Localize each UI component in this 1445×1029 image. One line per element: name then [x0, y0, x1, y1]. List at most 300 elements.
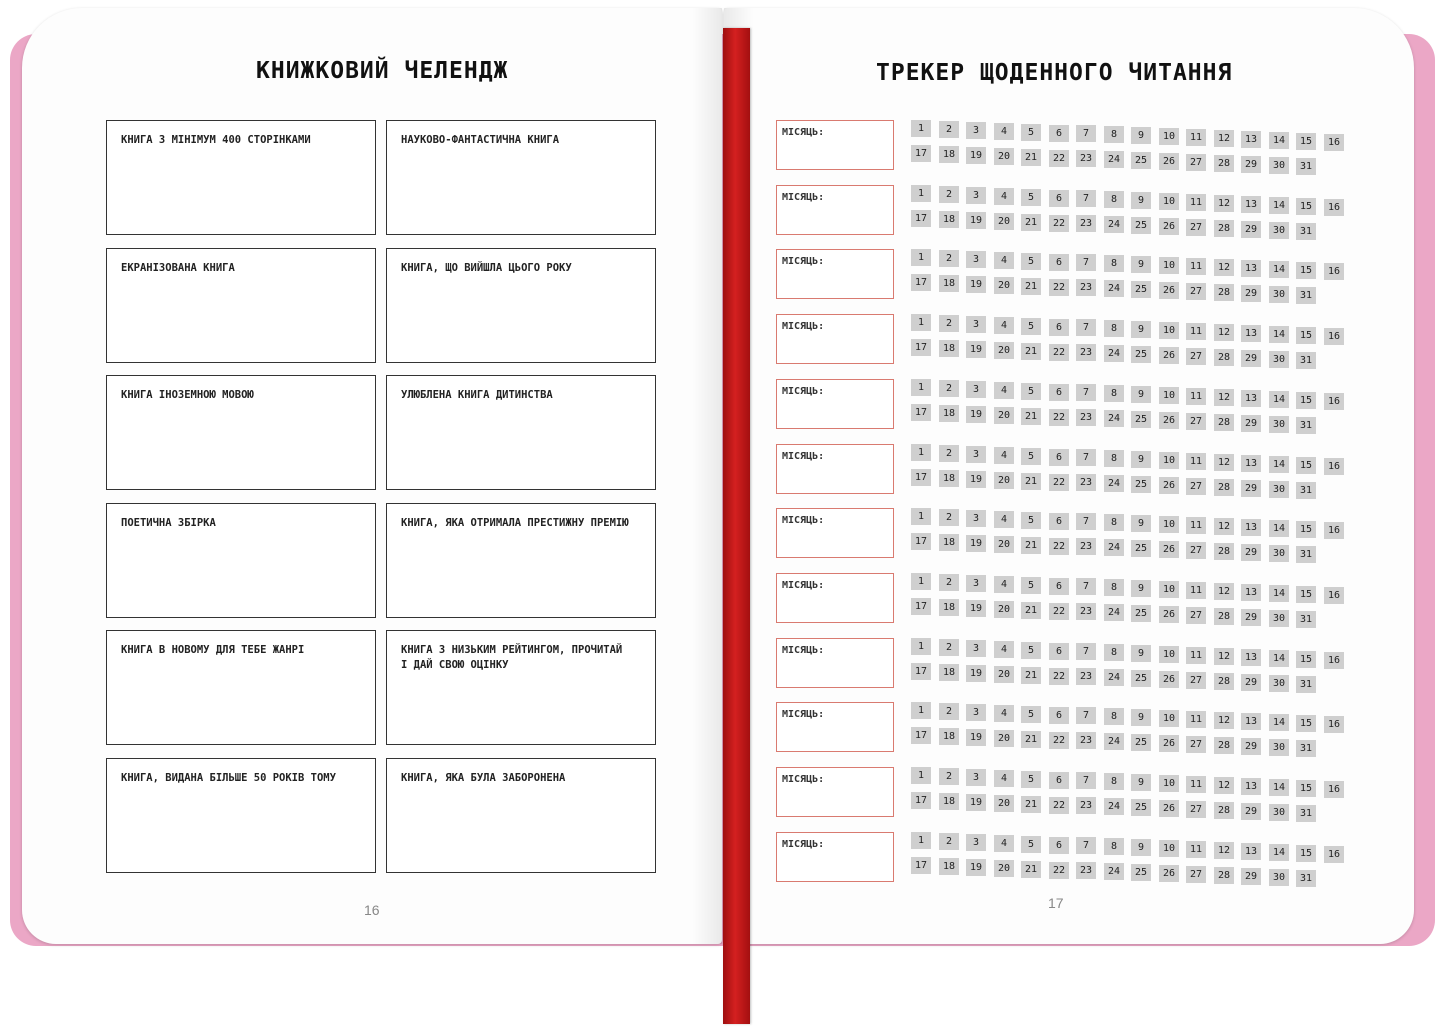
day-cell[interactable]: 20 [994, 730, 1014, 747]
day-cell[interactable]: 10 [1159, 387, 1179, 404]
day-cell[interactable]: 18 [939, 599, 959, 616]
day-cell[interactable]: 19 [966, 341, 986, 358]
day-cell[interactable]: 29 [1241, 156, 1261, 173]
day-cell[interactable]: 8 [1104, 450, 1124, 467]
day-cell[interactable]: 23 [1076, 409, 1096, 426]
day-cell[interactable]: 14 [1269, 391, 1289, 408]
day-cell[interactable]: 16 [1324, 652, 1344, 669]
month-field[interactable] [776, 767, 894, 817]
day-cell[interactable]: 26 [1159, 412, 1179, 429]
day-cell[interactable]: 27 [1186, 348, 1206, 365]
day-cell[interactable]: 16 [1324, 716, 1344, 733]
day-cell[interactable]: 17 [911, 663, 931, 680]
day-cell[interactable]: 4 [994, 511, 1014, 528]
day-cell[interactable]: 10 [1159, 452, 1179, 469]
day-cell[interactable]: 23 [1076, 538, 1096, 555]
day-cell[interactable]: 11 [1186, 776, 1206, 793]
day-cell[interactable]: 12 [1214, 518, 1234, 535]
day-cell[interactable]: 30 [1269, 739, 1289, 756]
day-cell[interactable]: 11 [1186, 711, 1206, 728]
day-cell[interactable]: 25 [1131, 411, 1151, 428]
challenge-box[interactable] [106, 248, 376, 363]
day-cell[interactable]: 14 [1269, 714, 1289, 731]
day-cell[interactable]: 15 [1296, 198, 1316, 215]
day-cell[interactable]: 6 [1049, 643, 1069, 660]
day-cell[interactable]: 31 [1296, 417, 1316, 434]
day-cell[interactable]: 12 [1214, 324, 1234, 341]
day-cell[interactable]: 3 [966, 834, 986, 851]
day-cell[interactable]: 10 [1159, 516, 1179, 533]
day-cell[interactable]: 21 [1021, 602, 1041, 619]
day-cell[interactable]: 4 [994, 188, 1014, 205]
day-cell[interactable]: 13 [1241, 713, 1261, 730]
day-cell[interactable]: 31 [1296, 482, 1316, 499]
day-cell[interactable]: 20 [994, 860, 1014, 877]
day-cell[interactable]: 13 [1241, 778, 1261, 795]
day-cell[interactable]: 13 [1241, 196, 1261, 213]
day-cell[interactable]: 23 [1076, 215, 1096, 232]
day-cell[interactable]: 11 [1186, 323, 1206, 340]
day-cell[interactable]: 27 [1186, 283, 1206, 300]
day-cell[interactable]: 12 [1214, 648, 1234, 665]
day-cell[interactable]: 10 [1159, 710, 1179, 727]
day-cell[interactable]: 9 [1131, 515, 1151, 532]
day-cell[interactable]: 6 [1049, 254, 1069, 271]
challenge-box[interactable] [106, 375, 376, 490]
day-cell[interactable]: 5 [1021, 642, 1041, 659]
day-cell[interactable]: 16 [1324, 199, 1344, 216]
day-cell[interactable]: 16 [1324, 781, 1344, 798]
day-cell[interactable]: 25 [1131, 864, 1151, 881]
day-cell[interactable]: 7 [1076, 254, 1096, 271]
day-cell[interactable]: 3 [966, 122, 986, 139]
day-cell[interactable]: 21 [1021, 343, 1041, 360]
day-cell[interactable]: 8 [1104, 320, 1124, 337]
day-cell[interactable]: 26 [1159, 347, 1179, 364]
month-field[interactable] [776, 379, 894, 429]
day-cell[interactable]: 12 [1214, 454, 1234, 471]
day-cell[interactable]: 18 [939, 534, 959, 551]
day-cell[interactable]: 29 [1241, 350, 1261, 367]
day-cell[interactable]: 13 [1241, 584, 1261, 601]
challenge-box[interactable] [386, 758, 656, 873]
day-cell[interactable]: 19 [966, 147, 986, 164]
challenge-box[interactable] [106, 503, 376, 618]
day-cell[interactable]: 15 [1296, 780, 1316, 797]
day-cell[interactable]: 28 [1214, 737, 1234, 754]
day-cell[interactable]: 8 [1104, 644, 1124, 661]
day-cell[interactable]: 10 [1159, 840, 1179, 857]
challenge-box[interactable] [386, 375, 656, 490]
day-cell[interactable]: 30 [1269, 286, 1289, 303]
day-cell[interactable]: 11 [1186, 258, 1206, 275]
day-cell[interactable]: 25 [1131, 670, 1151, 687]
day-cell[interactable]: 15 [1296, 392, 1316, 409]
day-cell[interactable]: 28 [1214, 543, 1234, 560]
day-cell[interactable]: 7 [1076, 643, 1096, 660]
day-cell[interactable]: 22 [1049, 538, 1069, 555]
day-cell[interactable]: 19 [966, 794, 986, 811]
day-cell[interactable]: 23 [1076, 862, 1096, 879]
day-cell[interactable]: 3 [966, 769, 986, 786]
day-cell[interactable]: 12 [1214, 389, 1234, 406]
day-cell[interactable]: 1 [911, 573, 931, 590]
day-cell[interactable]: 13 [1241, 390, 1261, 407]
day-cell[interactable]: 16 [1324, 134, 1344, 151]
day-cell[interactable]: 11 [1186, 129, 1206, 146]
day-cell[interactable]: 5 [1021, 771, 1041, 788]
day-cell[interactable]: 22 [1049, 344, 1069, 361]
day-cell[interactable]: 6 [1049, 772, 1069, 789]
day-cell[interactable]: 7 [1076, 190, 1096, 207]
day-cell[interactable]: 7 [1076, 837, 1096, 854]
day-cell[interactable]: 27 [1186, 801, 1206, 818]
day-cell[interactable]: 1 [911, 249, 931, 266]
day-cell[interactable]: 5 [1021, 577, 1041, 594]
day-cell[interactable]: 21 [1021, 149, 1041, 166]
day-cell[interactable]: 26 [1159, 865, 1179, 882]
day-cell[interactable]: 27 [1186, 219, 1206, 236]
day-cell[interactable]: 21 [1021, 214, 1041, 231]
day-cell[interactable]: 28 [1214, 349, 1234, 366]
day-cell[interactable]: 16 [1324, 458, 1344, 475]
day-cell[interactable]: 1 [911, 185, 931, 202]
day-cell[interactable]: 9 [1131, 774, 1151, 791]
day-cell[interactable]: 8 [1104, 385, 1124, 402]
day-cell[interactable]: 30 [1269, 157, 1289, 174]
day-cell[interactable]: 26 [1159, 477, 1179, 494]
day-cell[interactable]: 6 [1049, 513, 1069, 530]
day-cell[interactable]: 14 [1269, 456, 1289, 473]
day-cell[interactable]: 18 [939, 728, 959, 745]
day-cell[interactable]: 20 [994, 213, 1014, 230]
day-cell[interactable]: 4 [994, 576, 1014, 593]
day-cell[interactable]: 13 [1241, 325, 1261, 342]
day-cell[interactable]: 3 [966, 640, 986, 657]
day-cell[interactable]: 12 [1214, 583, 1234, 600]
day-cell[interactable]: 12 [1214, 842, 1234, 859]
day-cell[interactable]: 4 [994, 382, 1014, 399]
day-cell[interactable]: 8 [1104, 773, 1124, 790]
day-cell[interactable]: 9 [1131, 645, 1151, 662]
day-cell[interactable]: 20 [994, 277, 1014, 294]
day-cell[interactable]: 12 [1214, 777, 1234, 794]
day-cell[interactable]: 23 [1076, 732, 1096, 749]
day-cell[interactable]: 4 [994, 770, 1014, 787]
challenge-box[interactable] [106, 630, 376, 745]
day-cell[interactable]: 25 [1131, 281, 1151, 298]
day-cell[interactable]: 7 [1076, 513, 1096, 530]
day-cell[interactable]: 9 [1131, 580, 1151, 597]
month-field[interactable] [776, 444, 894, 494]
day-cell[interactable]: 10 [1159, 322, 1179, 339]
day-cell[interactable]: 14 [1269, 844, 1289, 861]
day-cell[interactable]: 17 [911, 469, 931, 486]
challenge-box[interactable] [386, 248, 656, 363]
day-cell[interactable]: 7 [1076, 449, 1096, 466]
day-cell[interactable]: 21 [1021, 537, 1041, 554]
day-cell[interactable]: 19 [966, 535, 986, 552]
day-cell[interactable]: 5 [1021, 836, 1041, 853]
day-cell[interactable]: 20 [994, 795, 1014, 812]
day-cell[interactable]: 14 [1269, 326, 1289, 343]
day-cell[interactable]: 2 [939, 574, 959, 591]
day-cell[interactable]: 29 [1241, 674, 1261, 691]
day-cell[interactable]: 15 [1296, 715, 1316, 732]
day-cell[interactable]: 8 [1104, 708, 1124, 725]
day-cell[interactable]: 21 [1021, 278, 1041, 295]
day-cell[interactable]: 5 [1021, 706, 1041, 723]
day-cell[interactable]: 28 [1214, 673, 1234, 690]
day-cell[interactable]: 15 [1296, 651, 1316, 668]
day-cell[interactable]: 5 [1021, 448, 1041, 465]
day-cell[interactable]: 17 [911, 339, 931, 356]
day-cell[interactable]: 23 [1076, 344, 1096, 361]
day-cell[interactable]: 22 [1049, 150, 1069, 167]
day-cell[interactable]: 17 [911, 792, 931, 809]
day-cell[interactable]: 24 [1104, 410, 1124, 427]
day-cell[interactable]: 22 [1049, 409, 1069, 426]
month-field[interactable] [776, 120, 894, 170]
day-cell[interactable]: 30 [1269, 675, 1289, 692]
day-cell[interactable]: 19 [966, 665, 986, 682]
day-cell[interactable]: 27 [1186, 542, 1206, 559]
day-cell[interactable]: 11 [1186, 388, 1206, 405]
day-cell[interactable]: 22 [1049, 603, 1069, 620]
day-cell[interactable]: 24 [1104, 345, 1124, 362]
day-cell[interactable]: 15 [1296, 457, 1316, 474]
day-cell[interactable]: 30 [1269, 804, 1289, 821]
day-cell[interactable]: 24 [1104, 539, 1124, 556]
day-cell[interactable]: 26 [1159, 541, 1179, 558]
day-cell[interactable]: 30 [1269, 869, 1289, 886]
day-cell[interactable]: 19 [966, 859, 986, 876]
day-cell[interactable]: 12 [1214, 195, 1234, 212]
day-cell[interactable]: 23 [1076, 797, 1096, 814]
day-cell[interactable]: 30 [1269, 481, 1289, 498]
day-cell[interactable]: 3 [966, 510, 986, 527]
day-cell[interactable]: 15 [1296, 262, 1316, 279]
day-cell[interactable]: 26 [1159, 800, 1179, 817]
day-cell[interactable]: 10 [1159, 128, 1179, 145]
day-cell[interactable]: 28 [1214, 802, 1234, 819]
day-cell[interactable]: 31 [1296, 352, 1316, 369]
day-cell[interactable]: 31 [1296, 546, 1316, 563]
day-cell[interactable]: 9 [1131, 321, 1151, 338]
day-cell[interactable]: 8 [1104, 126, 1124, 143]
day-cell[interactable]: 9 [1131, 839, 1151, 856]
day-cell[interactable]: 19 [966, 276, 986, 293]
day-cell[interactable]: 19 [966, 471, 986, 488]
day-cell[interactable]: 29 [1241, 480, 1261, 497]
day-cell[interactable]: 17 [911, 274, 931, 291]
day-cell[interactable]: 30 [1269, 610, 1289, 627]
day-cell[interactable]: 1 [911, 379, 931, 396]
day-cell[interactable]: 14 [1269, 650, 1289, 667]
day-cell[interactable]: 16 [1324, 587, 1344, 604]
day-cell[interactable]: 15 [1296, 586, 1316, 603]
day-cell[interactable]: 10 [1159, 581, 1179, 598]
day-cell[interactable]: 21 [1021, 796, 1041, 813]
day-cell[interactable]: 13 [1241, 649, 1261, 666]
day-cell[interactable]: 10 [1159, 257, 1179, 274]
day-cell[interactable]: 6 [1049, 578, 1069, 595]
day-cell[interactable]: 30 [1269, 222, 1289, 239]
day-cell[interactable]: 23 [1076, 150, 1096, 167]
day-cell[interactable]: 8 [1104, 191, 1124, 208]
day-cell[interactable]: 27 [1186, 413, 1206, 430]
month-field[interactable] [776, 249, 894, 299]
day-cell[interactable]: 15 [1296, 845, 1316, 862]
day-cell[interactable]: 14 [1269, 779, 1289, 796]
day-cell[interactable]: 24 [1104, 216, 1124, 233]
day-cell[interactable]: 22 [1049, 215, 1069, 232]
day-cell[interactable]: 30 [1269, 545, 1289, 562]
day-cell[interactable]: 18 [939, 793, 959, 810]
day-cell[interactable]: 27 [1186, 478, 1206, 495]
month-field[interactable] [776, 832, 894, 882]
day-cell[interactable]: 21 [1021, 861, 1041, 878]
day-cell[interactable]: 28 [1214, 479, 1234, 496]
day-cell[interactable]: 2 [939, 445, 959, 462]
day-cell[interactable]: 21 [1021, 408, 1041, 425]
day-cell[interactable]: 24 [1104, 863, 1124, 880]
day-cell[interactable]: 2 [939, 639, 959, 656]
day-cell[interactable]: 7 [1076, 578, 1096, 595]
day-cell[interactable]: 16 [1324, 393, 1344, 410]
day-cell[interactable]: 20 [994, 407, 1014, 424]
day-cell[interactable]: 18 [939, 858, 959, 875]
day-cell[interactable]: 2 [939, 250, 959, 267]
day-cell[interactable]: 7 [1076, 772, 1096, 789]
day-cell[interactable]: 7 [1076, 125, 1096, 142]
day-cell[interactable]: 19 [966, 212, 986, 229]
day-cell[interactable]: 21 [1021, 473, 1041, 490]
month-field[interactable] [776, 702, 894, 752]
day-cell[interactable]: 12 [1214, 259, 1234, 276]
month-field[interactable] [776, 185, 894, 235]
day-cell[interactable]: 14 [1269, 585, 1289, 602]
day-cell[interactable]: 28 [1214, 155, 1234, 172]
day-cell[interactable]: 10 [1159, 646, 1179, 663]
day-cell[interactable]: 16 [1324, 846, 1344, 863]
day-cell[interactable]: 15 [1296, 327, 1316, 344]
day-cell[interactable]: 25 [1131, 217, 1151, 234]
day-cell[interactable]: 3 [966, 316, 986, 333]
day-cell[interactable]: 25 [1131, 734, 1151, 751]
day-cell[interactable]: 21 [1021, 731, 1041, 748]
month-field[interactable] [776, 508, 894, 558]
day-cell[interactable]: 2 [939, 833, 959, 850]
day-cell[interactable]: 26 [1159, 735, 1179, 752]
day-cell[interactable]: 5 [1021, 253, 1041, 270]
day-cell[interactable]: 22 [1049, 474, 1069, 491]
day-cell[interactable]: 28 [1214, 867, 1234, 884]
day-cell[interactable]: 19 [966, 600, 986, 617]
day-cell[interactable]: 9 [1131, 709, 1151, 726]
day-cell[interactable]: 6 [1049, 707, 1069, 724]
day-cell[interactable]: 24 [1104, 475, 1124, 492]
day-cell[interactable]: 17 [911, 727, 931, 744]
day-cell[interactable]: 28 [1214, 220, 1234, 237]
day-cell[interactable]: 6 [1049, 837, 1069, 854]
day-cell[interactable]: 20 [994, 601, 1014, 618]
day-cell[interactable]: 24 [1104, 733, 1124, 750]
day-cell[interactable]: 17 [911, 210, 931, 227]
day-cell[interactable]: 22 [1049, 279, 1069, 296]
day-cell[interactable]: 25 [1131, 799, 1151, 816]
month-field[interactable] [776, 314, 894, 364]
day-cell[interactable]: 3 [966, 251, 986, 268]
day-cell[interactable]: 24 [1104, 280, 1124, 297]
day-cell[interactable]: 31 [1296, 676, 1316, 693]
day-cell[interactable]: 1 [911, 638, 931, 655]
day-cell[interactable]: 18 [939, 211, 959, 228]
day-cell[interactable]: 23 [1076, 668, 1096, 685]
day-cell[interactable]: 24 [1104, 151, 1124, 168]
day-cell[interactable]: 20 [994, 342, 1014, 359]
day-cell[interactable]: 4 [994, 252, 1014, 269]
day-cell[interactable]: 4 [994, 447, 1014, 464]
day-cell[interactable]: 9 [1131, 127, 1151, 144]
day-cell[interactable]: 9 [1131, 192, 1151, 209]
day-cell[interactable]: 21 [1021, 667, 1041, 684]
day-cell[interactable]: 3 [966, 381, 986, 398]
day-cell[interactable]: 20 [994, 148, 1014, 165]
day-cell[interactable]: 9 [1131, 451, 1151, 468]
day-cell[interactable]: 1 [911, 832, 931, 849]
challenge-box[interactable] [386, 630, 656, 745]
day-cell[interactable]: 5 [1021, 383, 1041, 400]
day-cell[interactable]: 5 [1021, 189, 1041, 206]
day-cell[interactable]: 8 [1104, 255, 1124, 272]
day-cell[interactable]: 13 [1241, 131, 1261, 148]
day-cell[interactable]: 23 [1076, 474, 1096, 491]
day-cell[interactable]: 10 [1159, 193, 1179, 210]
day-cell[interactable]: 2 [939, 768, 959, 785]
day-cell[interactable]: 18 [939, 664, 959, 681]
day-cell[interactable]: 6 [1049, 384, 1069, 401]
day-cell[interactable]: 2 [939, 315, 959, 332]
day-cell[interactable]: 23 [1076, 279, 1096, 296]
day-cell[interactable]: 14 [1269, 261, 1289, 278]
day-cell[interactable]: 11 [1186, 841, 1206, 858]
day-cell[interactable]: 24 [1104, 604, 1124, 621]
day-cell[interactable]: 11 [1186, 647, 1206, 664]
day-cell[interactable]: 6 [1049, 449, 1069, 466]
challenge-box[interactable] [386, 503, 656, 618]
day-cell[interactable]: 3 [966, 446, 986, 463]
day-cell[interactable]: 22 [1049, 797, 1069, 814]
day-cell[interactable]: 31 [1296, 611, 1316, 628]
day-cell[interactable]: 29 [1241, 738, 1261, 755]
day-cell[interactable]: 4 [994, 705, 1014, 722]
day-cell[interactable]: 3 [966, 187, 986, 204]
day-cell[interactable]: 18 [939, 470, 959, 487]
day-cell[interactable]: 5 [1021, 124, 1041, 141]
day-cell[interactable]: 26 [1159, 606, 1179, 623]
day-cell[interactable]: 1 [911, 444, 931, 461]
day-cell[interactable]: 30 [1269, 351, 1289, 368]
day-cell[interactable]: 11 [1186, 517, 1206, 534]
day-cell[interactable]: 26 [1159, 153, 1179, 170]
day-cell[interactable]: 26 [1159, 282, 1179, 299]
challenge-box[interactable] [386, 120, 656, 235]
day-cell[interactable]: 17 [911, 145, 931, 162]
day-cell[interactable]: 29 [1241, 803, 1261, 820]
day-cell[interactable]: 25 [1131, 152, 1151, 169]
day-cell[interactable]: 14 [1269, 132, 1289, 149]
